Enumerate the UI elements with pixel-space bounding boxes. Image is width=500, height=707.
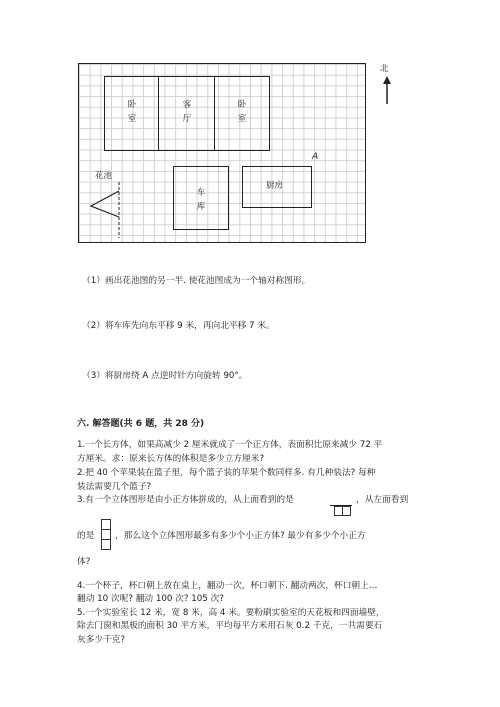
q2-line2: 装法需要几个篮子?	[77, 482, 152, 492]
question-5-2: （2）将车库先向东平移 9 米，再向北平移 7 米。	[82, 321, 275, 331]
q3-part1: 3.有一个立体图形是由小正方体拼成的，从上面看到的是	[77, 495, 294, 505]
q3-part3: 的是	[77, 531, 95, 541]
kitchen-label: 厨房	[266, 181, 284, 191]
pond-label: 花池	[95, 171, 113, 181]
section-6-heading: 六. 解答题(共 6 题，共 28 分)	[77, 419, 205, 429]
q3-part4: ，那么这个立体图形最多有多少个小正方体? 最少有多少个小正方	[115, 531, 366, 541]
garage-label: 车 库	[196, 188, 206, 212]
bedroom-1-label: 卧 室	[127, 100, 137, 124]
question-5-1: （1）画出花池图的另一半. 使花池图成为一个轴对称图形。	[82, 276, 311, 286]
q5-line2: 除去门窗和黑板的面积 30 平方米，平均每平方米用石灰 0.2 千克，一共需要石	[77, 621, 383, 631]
question-5-3: （3）将厨房绕 A 点逆时针方向旋转 90°。	[82, 371, 248, 381]
q4-line2: 翻动 10 次呢? 翻动 100 次? 105 次?	[77, 594, 224, 604]
living-room-label: 客 厅	[182, 100, 192, 124]
q1-line2: 方厘米。求：原来长方体的体积是多少立方厘米?	[77, 454, 265, 464]
north-label: 北	[380, 64, 389, 74]
point-a-label: A	[312, 152, 319, 162]
top-view-figure	[334, 506, 350, 516]
q5-line3: 灰多少千克?	[77, 635, 126, 645]
q3-part2: ，从左面看到	[356, 495, 409, 505]
north-arrow-icon	[380, 76, 394, 116]
left-view-figure	[101, 519, 111, 549]
q4-line1: 4.一个杯子，杯口朝上放在桌上，翻动一次，杯口朝下. 翻动两次，杯口朝上…	[77, 581, 378, 591]
q1-line1: 1.一个长方体，如果高减少 2 厘米就成了一个正方体，表面积比原来减少 72 平	[77, 440, 383, 450]
bedroom-2-label: 卧 室	[237, 100, 247, 124]
q3-part5: 体?	[77, 557, 91, 567]
flower-pond-half-shape	[86, 180, 126, 240]
q5-line1: 5.一个实验室长 12 米，宽 8 米，高 4 米。要粉刷实验室的天花板和四面墙壁，	[77, 608, 385, 618]
q2-line1: 2.把 40 个苹果装在篮子里，每个篮子装的苹果个数同样多. 有几种装法? 每种	[77, 468, 376, 478]
